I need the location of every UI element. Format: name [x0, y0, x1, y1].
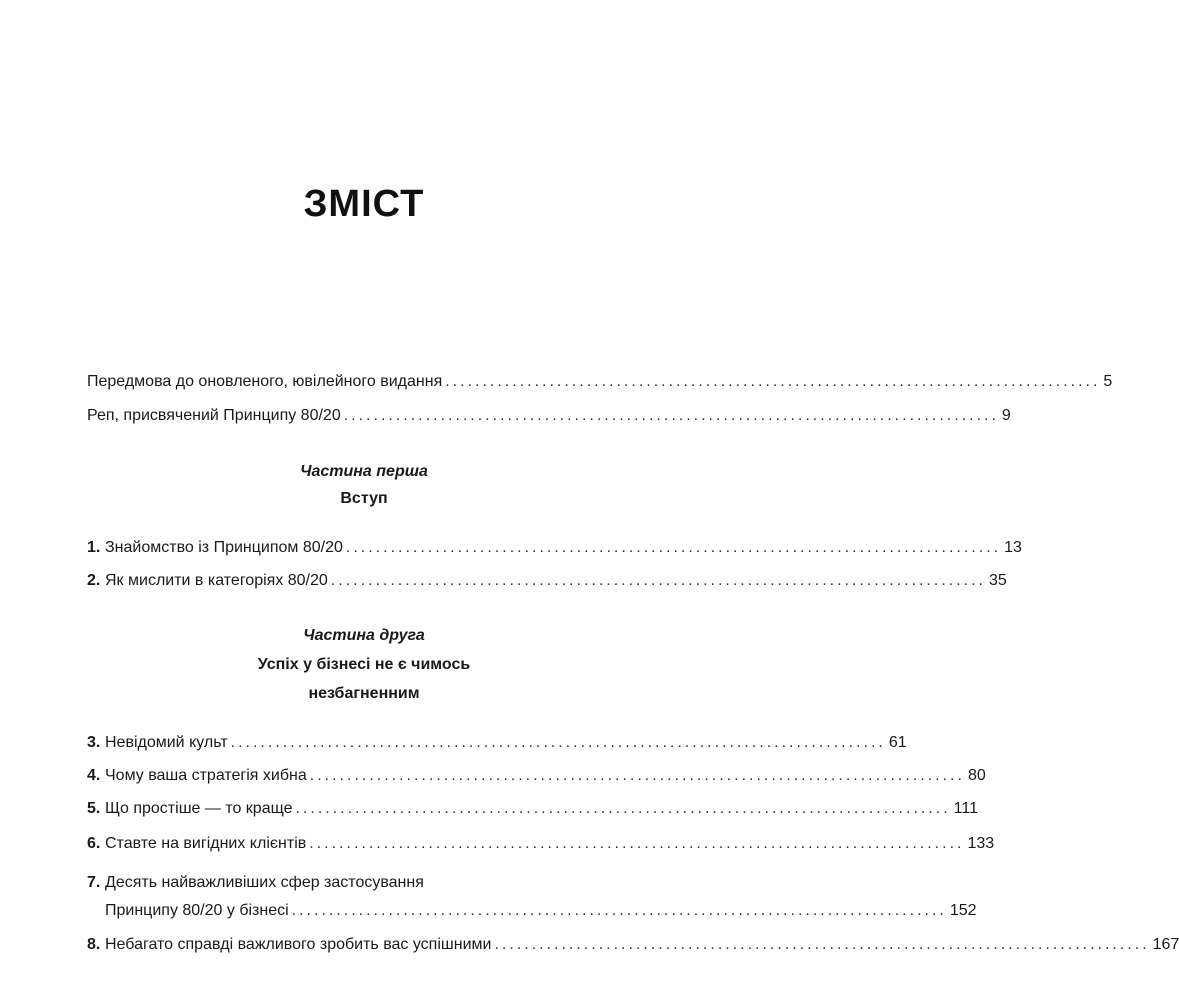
chapter-number: 1. [87, 539, 101, 556]
chapter-number: 3. [87, 734, 101, 751]
chapter-number: 7. [87, 874, 101, 891]
part-2-label: Частина друга [303, 627, 425, 644]
toc-page-number: 61 [888, 734, 907, 751]
toc-entry-text: Реп, присвячений Принципу 80/20 [87, 407, 341, 424]
dot-leader: ........................................................................................ [309, 835, 965, 852]
toc-page-number: 133 [967, 835, 995, 852]
toc-entry-chapter-5[interactable] [87, 799, 978, 819]
toc-entry-chapter-3[interactable] [87, 733, 907, 753]
toc-entry-text: Ставте на вигідних клієнтів [105, 835, 307, 852]
toc-entry-text: Знайомство із Принципом 80/20 [105, 539, 343, 556]
toc-page-number: 152 [949, 902, 977, 919]
toc-entry-rap[interactable] [87, 406, 1011, 426]
dot-leader: ........................................................................................ [309, 767, 965, 784]
dot-leader: ........................................................................................ [494, 936, 1150, 953]
part-2-title-line-1: Успіх у бізнесі не є чимось [257, 656, 471, 673]
dot-leader: ........................................................................................ [230, 734, 886, 751]
toc-entry-text: Десять найважливіших сфер застосування [105, 874, 424, 891]
toc-entry-text: Принципу 80/20 у бізнесі [105, 902, 289, 919]
toc-entry-chapter-7[interactable] [87, 873, 643, 893]
toc-entry-foreword[interactable] [87, 372, 1113, 392]
dot-leader: ........................................................................................ [295, 800, 951, 817]
toc-page-number: 5 [1103, 373, 1113, 390]
toc-page-number: 35 [988, 572, 1007, 589]
dot-leader: ........................................................................................ [330, 572, 986, 589]
toc-entry-chapter-2[interactable] [87, 571, 1007, 591]
dot-leader: ........................................................................................ [343, 407, 999, 424]
page-title: ЗМІСТ [303, 183, 425, 225]
dot-leader: ........................................................................................ [345, 539, 1002, 556]
chapter-number: 4. [87, 767, 101, 784]
toc-entry-text: Невідомий культ [105, 734, 228, 751]
toc-entry-text: Як мислити в категоріях 80/20 [105, 572, 328, 589]
toc-page-number: 13 [1004, 539, 1022, 556]
toc-entry-text: Передмова до оновленого, ювілейного видання [87, 373, 443, 390]
toc-entry-chapter-7-continuation[interactable] [105, 901, 977, 921]
dot-leader: ........................................................................................ [291, 902, 947, 919]
dot-leader: ........................................................................................ [445, 373, 1101, 390]
chapter-number: 2. [87, 572, 101, 589]
part-1-label: Частина перша [300, 463, 428, 480]
toc-entry-chapter-1[interactable] [87, 538, 1022, 558]
toc-entry-text: Що простіше — то краще [105, 800, 293, 817]
chapter-number: 6. [87, 835, 101, 852]
toc-entry-chapter-6[interactable] [87, 834, 995, 854]
toc-entry-text: Чому ваша стратегія хибна [105, 767, 307, 784]
toc-page-number: 80 [967, 767, 986, 784]
toc-page-number: 111 [953, 800, 978, 817]
toc-entry-text: Небагато справді важливого зробить вас успішними [105, 936, 492, 953]
chapter-number: 8. [87, 936, 101, 953]
part-1-title: Вступ [340, 490, 388, 507]
chapter-number: 5. [87, 800, 101, 817]
toc-entry-chapter-8[interactable] [87, 935, 1179, 955]
toc-page-number: 167 [1152, 936, 1179, 953]
part-2-title-line-2: незбагненним [308, 685, 420, 702]
toc-entry-chapter-4[interactable] [87, 766, 986, 786]
toc-page-number: 9 [1001, 407, 1011, 424]
